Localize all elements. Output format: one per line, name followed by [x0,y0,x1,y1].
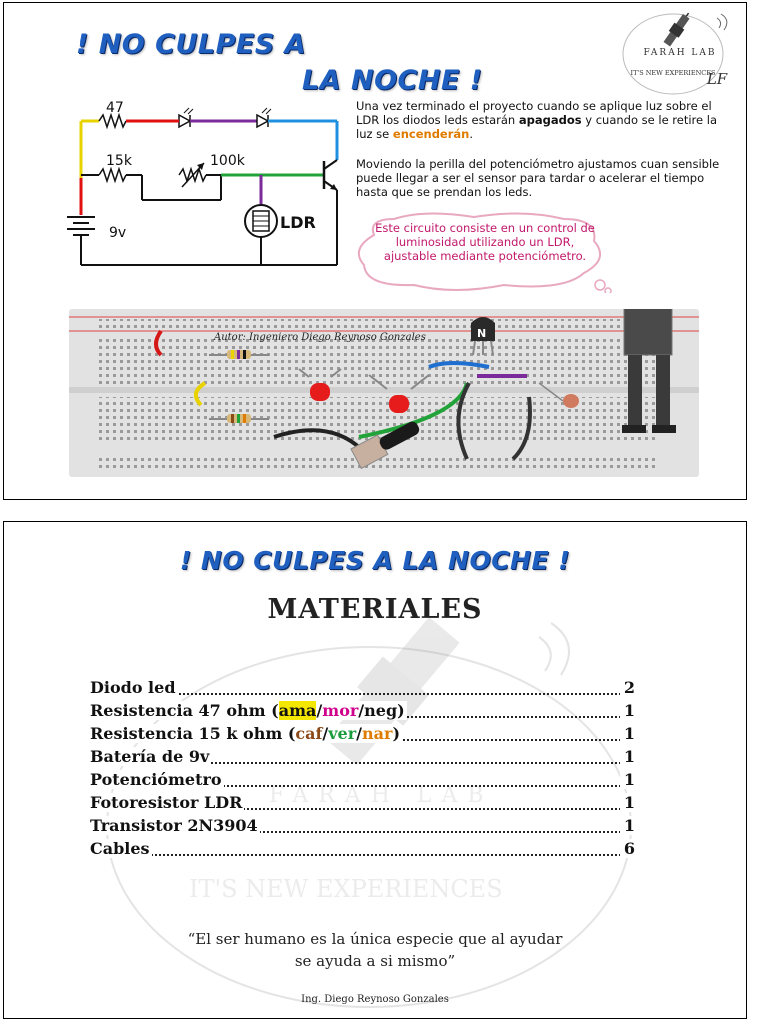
materials-list [90,678,635,862]
cloud-text: Este circuito consiste en un control de luminosidad utilizando un LDR, ajustable mediante potenciómetro. [375,221,595,263]
description-paragraph-1: Una vez terminado el proyecto cuando se aplique luz sobre el LDR los diodos leds estarán apagados y cuando se le retire la luz se encenderán. [356,99,717,141]
title: ! NO CULPES A LA NOCHE ! [179,546,571,575]
led-1 [179,108,193,127]
ldr-symbol [245,205,277,237]
label-9v: 9v [109,225,127,241]
slide-materials [3,521,747,1019]
logo-monogram: LF [706,70,728,88]
led-2 [257,108,271,127]
list-item: Resistencia 15 k ohm (caf/ver/nar) 1 [90,724,635,743]
label-15k: 15k [106,153,132,169]
slide-circuit [3,2,747,500]
resistor-15k [99,169,126,181]
list-item: Potenciómetro 1 [90,770,635,789]
list-item: Transistor 2N3904 1 [90,816,635,835]
title-line-2: LA NOCHE ! [302,65,483,96]
list-item: Resistencia 47 ohm (ama/mor/neg) 1 [90,701,635,720]
watermark-tagline: IT'S NEW EXPERIENCES [189,875,503,903]
farah-lab-logo [621,8,739,100]
logo-name: FARAH LAB [643,48,717,58]
quote [4,928,746,972]
list-item: Batería de 9v 1 [90,747,635,766]
logo-tagline: IT'S NEW EXPERIENCES [630,69,716,77]
label-ldr: LDR [280,213,316,232]
transistor-mark: N [477,327,487,340]
author-label: Autor: Ingeniero Diego Reynoso Gonzales [214,332,426,343]
title-line-1: ! NO CULPES A [76,29,307,60]
circuit-schematic [54,93,354,268]
watermark-name: FARAH LAB [269,783,494,808]
description-paragraph-2: Moviendo la perilla del potenciómetro ajustamos cuan sensible puede llegar a ser el sensor para tardar o acelerar el tiempo hasta que se prendan los leds. [356,157,720,199]
resistor-47 [99,115,126,127]
transistor-part [471,317,495,355]
battery [67,217,95,235]
quote-line-1: “El ser humano es la única especie que al ayudar [187,930,563,948]
list-item: Fotoresistor LDR 1 [90,793,635,812]
footer-signature: Ing. Diego Reynoso Gonzales [301,994,449,1005]
label-100k: 100k [210,153,245,169]
quote-line-2: se ayuda a si mismo” [294,952,456,970]
materials-heading: MATERIALES [267,594,483,625]
transistor-symbol [324,160,337,190]
label-47: 47 [106,100,124,116]
satellite-icon [662,10,694,48]
list-item: Cables 6 [90,839,635,858]
list-item: Diodo led 2 [90,678,635,697]
highlight-encenderan: encenderán [392,127,470,141]
